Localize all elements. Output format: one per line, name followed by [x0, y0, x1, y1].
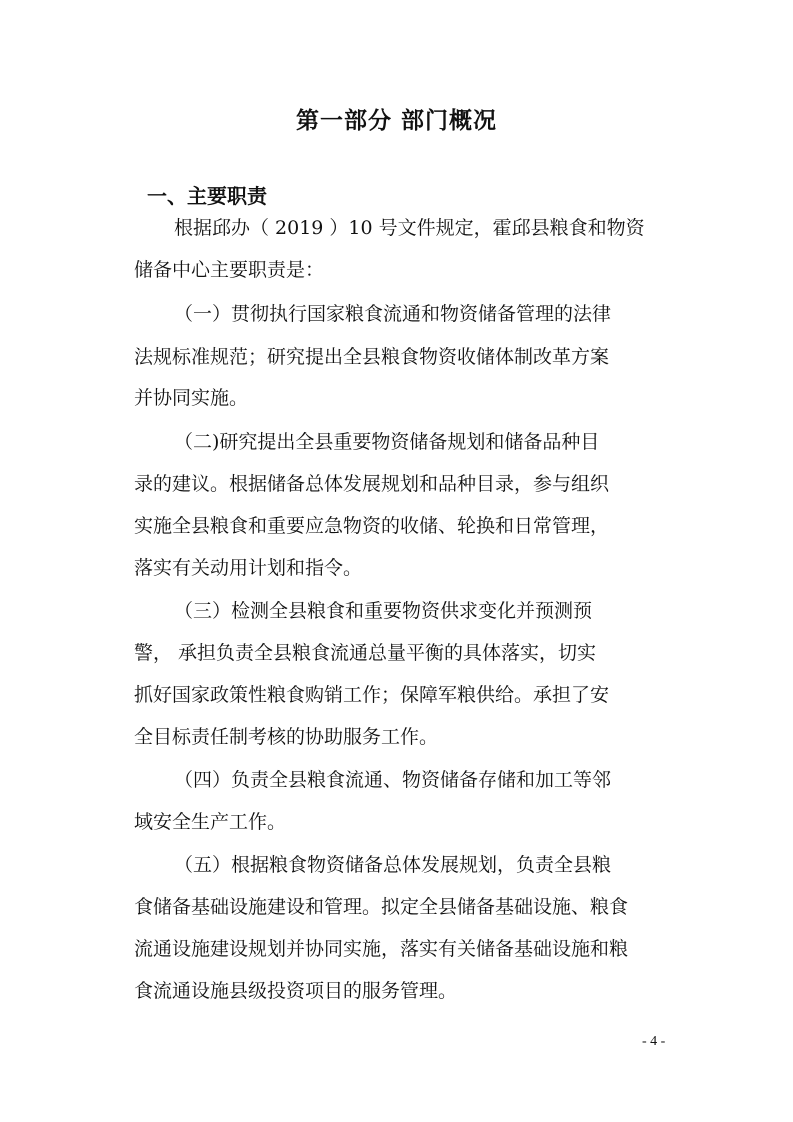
item4-line-2: 域安全生产工作。: [134, 811, 287, 833]
intro-line-1: 根据邱办（ 2019 ）10 号文件规定，霍邱县粮食和物资: [174, 217, 645, 239]
item2-line-1: （二)研究提出全县重要物资储备规划和储备品种目: [174, 431, 600, 453]
item1-line-1: （一）贯彻执行国家粮食流通和物资储备管理的法律: [174, 303, 612, 325]
item4-line-1: （四）负责全县粮食流通、物资储备存储和加工等邻: [174, 769, 612, 791]
item1-line-2: 法规标准规范；研究提出全县粮食物资收储体制改革方案: [134, 346, 610, 368]
item1-line-3: 并协同实施。: [134, 387, 249, 409]
item5-line-1: （五）根据粮食物资储备总体发展规划，负责全县粮: [174, 854, 612, 876]
item2-line-3: 实施全县粮食和重要应急物资的收储、轮换和日常管理，: [134, 515, 610, 537]
page-title: 第一部分 部门概况: [295, 108, 497, 134]
page-number: - 4 -: [642, 1034, 666, 1049]
item3-line-3: 抓好国家政策性粮食购销工作；保障军粮供给。承担了安: [134, 684, 610, 706]
item5-line-2: 食储备基础设施建设和管理。拟定全县储备基础设施、粮食: [134, 896, 629, 918]
item3-line-4: 全目标责任制考核的协助服务工作。: [134, 726, 439, 748]
item5-line-3: 流通设施建设规划并协同实施，落实有关储备基础设施和粮: [134, 938, 629, 960]
item3-line-2: 警， 承担负责全县粮食流通总量平衡的具体落实，切实: [134, 642, 597, 664]
intro-line-2: 储备中心主要职责是：: [134, 259, 325, 281]
section-heading: 一、主要职责: [147, 184, 267, 208]
item2-line-4: 落实有关动用计划和指令。: [134, 557, 363, 579]
item5-line-4: 食流通设施县级投资项目的服务管理。: [134, 980, 458, 1002]
item3-line-1: （三）检测全县粮食和重要物资供求变化并预测预: [174, 600, 593, 622]
item2-line-2: 录的建议。根据储备总体发展规划和品种目录，参与组织: [134, 473, 610, 495]
